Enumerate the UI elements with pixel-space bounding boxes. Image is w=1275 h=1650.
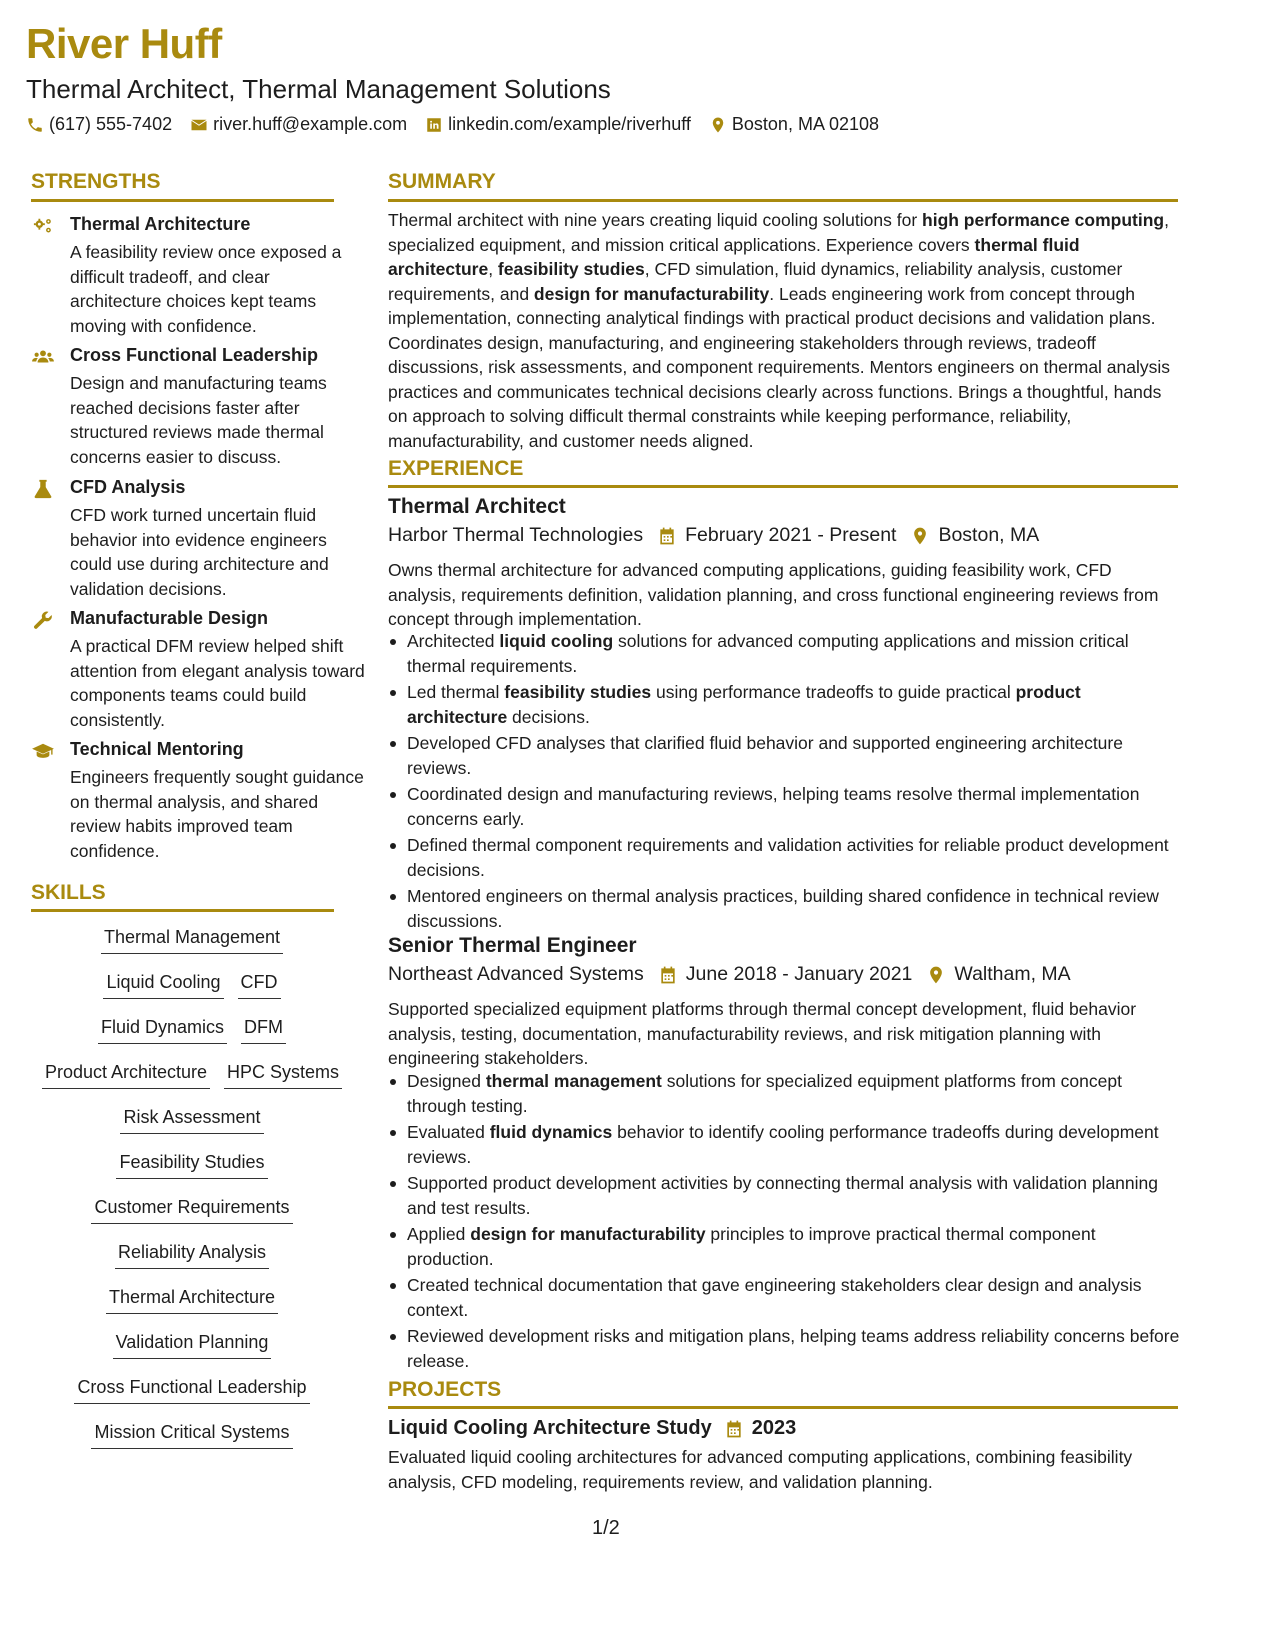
contact-location xyxy=(709,114,879,135)
email-link[interactable]: river.huff@example.com xyxy=(213,114,408,134)
text-run: Evaluated xyxy=(407,1122,490,1142)
bullet-item xyxy=(388,1120,1180,1169)
projects-heading: PROJECTS xyxy=(388,1378,502,1401)
bullet-item xyxy=(388,782,1180,831)
candidate-title: Thermal Architect, Thermal Management Solutions xyxy=(26,74,611,104)
skill-tag: Risk Assessment xyxy=(120,1106,263,1134)
strength-title: Cross Functional Leadership xyxy=(70,345,319,365)
candidate-name: River Huff xyxy=(26,20,222,67)
job-title: Thermal Architect xyxy=(388,495,566,518)
job-bullets xyxy=(388,1069,1180,1375)
bullet-item xyxy=(388,1324,1180,1373)
text-run: Designed xyxy=(407,1071,486,1091)
experience-rule xyxy=(388,485,1178,488)
calendar-icon xyxy=(724,1419,744,1439)
gears-icon xyxy=(32,216,56,236)
summary-text xyxy=(388,208,1180,453)
text-run: , xyxy=(488,259,498,279)
skill-tag: Thermal Management xyxy=(101,926,283,954)
text-run: principles to improve practical thermal component production. xyxy=(407,1224,1096,1269)
linkedin-link[interactable]: linkedin.com/example/riverhuff xyxy=(448,114,691,134)
wrench-icon xyxy=(32,610,56,630)
text-run: Reviewed development risks and mitigation plans, helping teams address reliability concerns before release. xyxy=(407,1326,1180,1371)
text-run: Created technical documentation that gave engineering stakeholders clear design and analysis context. xyxy=(407,1275,1142,1320)
skill-tag: DFM xyxy=(241,1016,286,1044)
bullet-item xyxy=(388,1222,1180,1271)
text-run: Architected xyxy=(407,631,500,651)
bullet-item xyxy=(388,884,1180,933)
strength-title: Manufacturable Design xyxy=(70,608,269,628)
skill-tag: Thermal Architecture xyxy=(106,1286,278,1314)
job-title: Senior Thermal Engineer xyxy=(388,934,637,957)
skill-tag: Product Architecture xyxy=(42,1061,210,1089)
skill-row xyxy=(32,1016,352,1061)
skill-tag: Fluid Dynamics xyxy=(98,1016,227,1044)
company-name: Northeast Advanced Systems xyxy=(388,963,644,985)
skill-tag: CFD xyxy=(238,971,281,999)
page-number: 1/2 xyxy=(592,1517,620,1539)
skill-row xyxy=(32,926,352,971)
emphasis-text: fluid dynamics xyxy=(489,1122,613,1142)
emphasis-text: feasibility studies xyxy=(497,259,645,279)
text-run: Thermal architect with nine years creating liquid cooling solutions for xyxy=(388,210,923,230)
skill-row xyxy=(32,971,352,1016)
emphasis-text: product architecture xyxy=(407,682,1081,727)
bullet-item xyxy=(388,1171,1180,1220)
job-location: Waltham, MA xyxy=(954,963,1071,985)
strength-title: Thermal Architecture xyxy=(70,214,251,234)
emphasis-text: thermal fluid architecture xyxy=(388,234,1080,279)
skills-heading: SKILLS xyxy=(31,881,106,904)
skill-tag: Validation Planning xyxy=(113,1331,272,1359)
job-meta xyxy=(388,524,1039,547)
bullet-item xyxy=(388,833,1180,882)
project-year: 2023 xyxy=(751,1417,797,1439)
job-dates: February 2021 - Present xyxy=(685,524,897,546)
job-meta xyxy=(388,963,1071,986)
skill-tag: Feasibility Studies xyxy=(116,1151,267,1179)
calendar-icon xyxy=(658,965,678,985)
phone-icon xyxy=(26,116,44,134)
map-pin-icon xyxy=(926,965,946,985)
skill-row xyxy=(32,1061,352,1106)
text-run: behavior to identify cooling performance tradeoffs during development reviews. xyxy=(407,1122,1159,1167)
skill-row xyxy=(32,1151,352,1196)
contact-email[interactable] xyxy=(190,114,407,135)
text-run: Applied xyxy=(407,1224,471,1244)
text-run: . Leads engineering work from concept through implementation, connecting analytical findings with practical product decisions and validation plans. Coordinates design, manufacturing, and engineering stakeholders through reviews, tradeoff discussions, risk assessments, and component requirements. Mentors engineers on thermal analysis practices and communicates technical decisions clearly across functions. Brings a thoughtful, hands on approach to solving difficult thermal constraints while keeping performance, reliability, manufacturability, and customer needs aligned. xyxy=(388,283,1171,451)
strength-title: CFD Analysis xyxy=(70,477,186,497)
text-run: Mentored engineers on thermal analysis practices, building shared confidence in technical review discussions. xyxy=(407,886,1159,931)
experience-heading: EXPERIENCE xyxy=(388,457,524,480)
skill-row xyxy=(32,1421,352,1466)
summary-rule xyxy=(388,199,1178,202)
map-pin-icon xyxy=(910,526,930,546)
text-run: Supported product development activities by connecting thermal analysis with validation planning and test results. xyxy=(407,1173,1158,1218)
emphasis-text: thermal management xyxy=(485,1071,662,1091)
flask-icon xyxy=(32,479,56,499)
emphasis-text: design for manufacturability xyxy=(470,1224,706,1244)
emphasis-text: high performance computing xyxy=(922,210,1165,230)
emphasis-text: design for manufacturability xyxy=(533,283,770,304)
text-run: Led thermal xyxy=(407,682,505,702)
phone-text: (617) 555-7402 xyxy=(49,114,173,134)
calendar-icon xyxy=(657,526,677,546)
text-run: decisions. xyxy=(507,706,590,727)
skill-tag: Customer Requirements xyxy=(91,1196,292,1224)
strengths-heading: STRENGTHS xyxy=(31,170,161,193)
skills-rule xyxy=(31,909,334,912)
text-run: using performance tradeoffs to guide practical xyxy=(651,682,1016,702)
text-run: Defined thermal component requirements and validation activities for reliable product development decisions. xyxy=(407,835,1169,880)
graduation-cap-icon xyxy=(32,741,56,761)
skill-tag: Cross Functional Leadership xyxy=(74,1376,309,1404)
envelope-icon xyxy=(190,116,208,134)
summary-heading: SUMMARY xyxy=(388,170,496,193)
skill-row xyxy=(32,1376,352,1421)
text-run: Coordinated design and manufacturing reviews, helping teams resolve thermal implementation concerns early. xyxy=(407,784,1140,829)
text-run: solutions for specialized equipment platforms from concept through testing. xyxy=(407,1071,1122,1116)
linkedin-icon xyxy=(425,116,443,134)
job-dates: June 2018 - January 2021 xyxy=(685,963,913,985)
skills-list xyxy=(32,926,352,1466)
skill-row xyxy=(32,1241,352,1286)
text-run: , CFD simulation, fluid dynamics, reliability analysis, customer requirements, and xyxy=(388,259,1123,304)
job-description: Owns thermal architecture for advanced computing applications, guiding feasibility work, CFD analysis, requirements definition, validation planning, and cross functional engineering reviews from concept through implementation. xyxy=(388,560,1159,629)
job-location: Boston, MA xyxy=(938,524,1040,546)
strength-desc: Design and manufacturing teams reached decisions faster after structured reviews made thermal concerns easier to discuss. xyxy=(70,373,327,467)
projects-rule xyxy=(388,1406,1178,1409)
job-bullets xyxy=(388,629,1180,935)
skill-row xyxy=(32,1196,352,1241)
text-run: , specialized equipment, and mission critical applications. Experience covers xyxy=(388,210,1169,255)
skill-tag: Mission Critical Systems xyxy=(91,1421,292,1449)
contact-bar xyxy=(26,114,897,135)
contact-linkedin[interactable] xyxy=(425,114,691,135)
strength-desc: A practical DFM review helped shift attention from elegant analysis toward components teams could build consistently. xyxy=(70,636,365,730)
project-description: Evaluated liquid cooling architectures for advanced computing applications, combining feasibility analysis, CFD modeling, requirements review, and validation planning. xyxy=(388,1447,1133,1492)
skill-row xyxy=(32,1106,352,1151)
strength-title: Technical Mentoring xyxy=(70,739,244,759)
location-text: Boston, MA 02108 xyxy=(731,114,880,134)
skill-tag: Liquid Cooling xyxy=(103,971,223,999)
users-icon xyxy=(32,347,56,367)
text-run: Developed CFD analyses that clarified fluid behavior and supported engineering architecture reviews. xyxy=(407,733,1123,778)
skill-row xyxy=(32,1286,352,1331)
contact-phone xyxy=(26,114,172,135)
bullet-item xyxy=(388,1273,1180,1322)
project-title: Liquid Cooling Architecture Study xyxy=(388,1417,712,1439)
map-pin-icon xyxy=(709,116,727,134)
emphasis-text: feasibility studies xyxy=(504,682,652,702)
bullet-item xyxy=(388,731,1180,780)
emphasis-text: liquid cooling xyxy=(499,631,614,651)
bullet-item xyxy=(388,680,1180,729)
job-description: Supported specialized equipment platforms through thermal concept development, fluid behavior analysis, testing, documentation, manufacturability reviews, and risk mitigation planning with engineering stakeholders. xyxy=(388,999,1137,1068)
strength-desc: A feasibility review once exposed a difficult tradeoff, and clear architecture choices kept teams moving with confidence. xyxy=(70,242,342,336)
strength-desc: Engineers frequently sought guidance on thermal analysis, and shared review habits improved team confidence. xyxy=(70,767,364,861)
skill-tag: Reliability Analysis xyxy=(115,1241,269,1269)
strengths-rule xyxy=(31,199,334,202)
skill-row xyxy=(32,1331,352,1376)
strength-desc: CFD work turned uncertain fluid behavior into evidence engineers could use during architecture and validation decisions. xyxy=(70,505,329,599)
bullet-item xyxy=(388,1069,1180,1118)
text-run: solutions for advanced computing applications and mission critical thermal requirements. xyxy=(407,631,1129,676)
bullet-item xyxy=(388,629,1180,678)
project-title-row xyxy=(388,1417,796,1440)
company-name: Harbor Thermal Technologies xyxy=(388,524,644,546)
skill-tag: HPC Systems xyxy=(224,1061,342,1089)
